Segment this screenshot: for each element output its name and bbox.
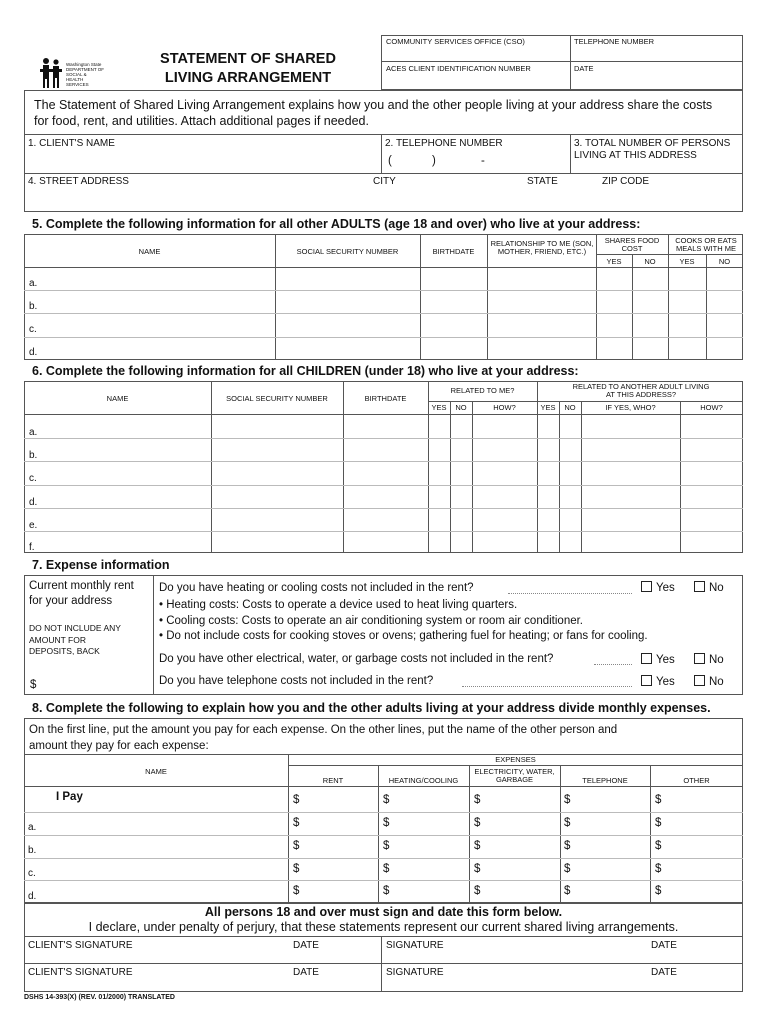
dollar-sign: $	[564, 863, 571, 875]
divide-col-electricity: ELECTRICITY, WATER, GARBAGE	[474, 767, 555, 784]
phone-question: Do you have telephone costs not included in the rent?	[159, 675, 434, 687]
heating-no-checkbox[interactable]	[694, 581, 705, 592]
phone-dash: -	[481, 155, 485, 167]
divide-instructions: On the first line, put the amount you pay for each expense. On the other lines, put the name of the other person and amount they pay for each expense:	[29, 724, 618, 752]
child-row-label: e.	[29, 520, 38, 531]
city-label: CITY	[373, 176, 396, 187]
divide-col-other: OTHER	[683, 776, 710, 785]
divide-row-label: d.	[28, 891, 37, 902]
electric-yes-checkbox[interactable]	[641, 653, 652, 664]
children-related-no: NO	[455, 403, 467, 412]
children-col-related: RELATED TO ME?	[450, 386, 515, 395]
dollar-sign: $	[564, 794, 571, 806]
divide-col-name: NAME	[145, 767, 167, 776]
children-col-name: NAME	[106, 394, 129, 403]
client-name-label: 1. CLIENT'S NAME	[28, 138, 115, 149]
street-address-label: 4. STREET ADDRESS	[28, 176, 129, 187]
children-col-ssn: SOCIAL SECURITY NUMBER	[226, 394, 328, 403]
adults-heading: 5. Complete the following information for all other ADULTS (age 18 and over) who live at your address:	[32, 217, 641, 231]
total-persons-label: 3. TOTAL NUMBER OF PERSONS LIVING AT THIS ADDRESS	[574, 138, 731, 161]
dollar-sign: $	[655, 794, 662, 806]
electric-no-checkbox[interactable]	[694, 653, 705, 664]
divide-col-heating: HEATING/COOLING	[388, 776, 459, 785]
phone-close-paren: )	[432, 155, 436, 167]
dollar-sign: $	[564, 885, 571, 897]
form-title: STATEMENT OF SHARED LIVING ARRANGEMENT	[160, 51, 336, 86]
aces-id-label: ACES CLIENT IDENTIFICATION NUMBER	[386, 64, 531, 73]
rent-label: Current monthly rent for your address	[29, 580, 134, 607]
adults-food-yes: YES	[606, 257, 622, 266]
heating-bullets: • Heating costs: Costs to operate a device used to heat living quarters. • Cooling costs: Costs to operate an air conditioning system or room air conditioner. • Do not include costs for cooking stoves or ovens; gathering fuel for heating; or fans for cooling.	[159, 599, 648, 642]
divide-row-label: b.	[28, 845, 37, 856]
children-other-no: NO	[564, 403, 576, 412]
heating-yes-option[interactable]: Yes	[641, 581, 675, 594]
dshs-logo	[40, 57, 105, 91]
child-row-label: a.	[29, 427, 38, 438]
dollar-sign: $	[655, 817, 662, 829]
form-footer: DSHS 14-393(X) (REV. 01/2000) TRANSLATED	[24, 994, 175, 1001]
rent-dollar: $	[30, 679, 37, 691]
dollar-sign: $	[293, 840, 300, 852]
children-if-yes-who: IF YES, WHO?	[605, 403, 656, 412]
child-row-label: d.	[29, 497, 38, 508]
divide-row-label: c.	[28, 868, 36, 879]
heating-question: Do you have heating or cooling costs not included in the rent?	[159, 582, 474, 594]
dollar-sign: $	[383, 885, 390, 897]
client-phone-label: 2. TELEPHONE NUMBER	[385, 138, 503, 149]
phone-no-option[interactable]: No	[694, 675, 724, 688]
dollar-sign: $	[474, 885, 481, 897]
dollar-sign: $	[655, 863, 662, 875]
dollar-sign: $	[293, 794, 300, 806]
family-logo-icon	[40, 57, 64, 89]
signature-date-label: DATE	[293, 967, 319, 978]
electric-no-option[interactable]: No	[694, 653, 724, 666]
i-pay-label: I Pay	[56, 791, 83, 803]
heating-no-option[interactable]: No	[694, 581, 724, 594]
adults-col-cooks: COOKS OR EATS MEALS WITH ME	[675, 236, 737, 253]
phone-no-checkbox[interactable]	[694, 675, 705, 686]
children-other-how: HOW?	[700, 403, 723, 412]
signature-heading: All persons 18 and over must sign and date this form below.	[204, 905, 563, 919]
electric-question: Do you have other electrical, water, or garbage costs not included in the rent?	[159, 653, 554, 665]
office-telephone-label: TELEPHONE NUMBER	[574, 37, 655, 46]
children-other-yes: YES	[540, 403, 556, 412]
phone-yes-checkbox[interactable]	[641, 675, 652, 686]
phone-open-paren: (	[388, 155, 392, 167]
state-label: STATE	[527, 176, 558, 187]
dollar-sign: $	[293, 863, 300, 875]
children-heading: 6. Complete the following information for all CHILDREN (under 18) who live at your address:	[32, 364, 579, 378]
client-signature-label: CLIENT'S SIGNATURE	[28, 967, 133, 978]
dollar-sign: $	[383, 794, 390, 806]
expenses-group-label: EXPENSES	[495, 755, 536, 764]
adults-col-ssn: SOCIAL SECURITY NUMBER	[296, 247, 399, 256]
children-col-related-other: RELATED TO ANOTHER ADULT LIVING AT THIS ADDRESS?	[572, 382, 710, 399]
child-row-label: f.	[29, 542, 35, 553]
dollar-sign: $	[655, 885, 662, 897]
signature-label: SIGNATURE	[386, 940, 444, 951]
dollar-sign: $	[293, 817, 300, 829]
dollar-sign: $	[564, 840, 571, 852]
phone-yes-option[interactable]: Yes	[641, 675, 675, 688]
adults-food-no: NO	[644, 257, 656, 266]
adult-row-label: c.	[29, 324, 37, 335]
adults-col-shares-food: SHARES FOOD COST	[604, 236, 660, 253]
dollar-sign: $	[383, 817, 390, 829]
signature-label: SIGNATURE	[386, 967, 444, 978]
electric-yes-option[interactable]: Yes	[641, 653, 675, 666]
children-col-birthdate: BIRTHDATE	[364, 394, 407, 403]
cso-label: COMMUNITY SERVICES OFFICE (CSO)	[386, 37, 525, 46]
children-related-how: HOW?	[493, 403, 516, 412]
divide-col-telephone: TELEPHONE	[582, 776, 628, 785]
signature-date-label: DATE	[651, 967, 677, 978]
divide-col-rent: RENT	[322, 776, 344, 785]
zip-label: ZIP CODE	[602, 176, 650, 187]
dollar-sign: $	[383, 840, 390, 852]
perjury-declaration: I declare, under penalty of perjury, that these statements represent our current shared living arrangements.	[88, 920, 679, 934]
dollar-sign: $	[474, 794, 481, 806]
adults-cooks-no: NO	[718, 257, 731, 266]
intro-text: The Statement of Shared Living Arrangement explains how you and the other people living at your address share the costs for food, rent, and utilities. Attach additional pages if needed.	[34, 98, 713, 128]
children-related-yes: YES	[431, 403, 447, 412]
dollar-sign: $	[564, 817, 571, 829]
child-row-label: b.	[29, 450, 38, 461]
dollar-sign: $	[293, 885, 300, 897]
signature-date-label: DATE	[293, 940, 319, 951]
adults-col-name: NAME	[138, 247, 161, 256]
adult-row-label: d.	[29, 347, 38, 358]
dollar-sign: $	[655, 840, 662, 852]
rent-note: DO NOT INCLUDE ANY AMOUNT FOR DEPOSITS, BACK	[29, 623, 121, 656]
dollar-sign: $	[474, 840, 481, 852]
adults-col-relationship: RELATIONSHIP TO ME (SON, MOTHER, FRIEND, ETC.)	[490, 239, 594, 256]
divide-heading: 8. Complete the following to explain how you and the other adults living at your address divide monthly expenses.	[32, 701, 711, 715]
signature-date-label: DATE	[651, 940, 677, 951]
adult-row-label: b.	[29, 301, 38, 312]
agency-name: Washington State DEPARTMENT OF SOCIAL & HEALTH SERVICES	[66, 62, 105, 87]
header-date-label: DATE	[574, 64, 594, 73]
divide-row-label: a.	[28, 822, 37, 833]
dollar-sign: $	[383, 863, 390, 875]
child-row-label: c.	[29, 473, 37, 484]
dollar-sign: $	[474, 863, 481, 875]
dollar-sign: $	[474, 817, 481, 829]
adult-row-label: a.	[29, 278, 38, 289]
adults-col-birthdate: BIRTHDATE	[432, 247, 475, 256]
adults-cooks-yes: YES	[679, 257, 695, 266]
heating-yes-checkbox[interactable]	[641, 581, 652, 592]
client-signature-label: CLIENT'S SIGNATURE	[28, 940, 133, 951]
expense-heading: 7. Expense information	[32, 558, 170, 572]
